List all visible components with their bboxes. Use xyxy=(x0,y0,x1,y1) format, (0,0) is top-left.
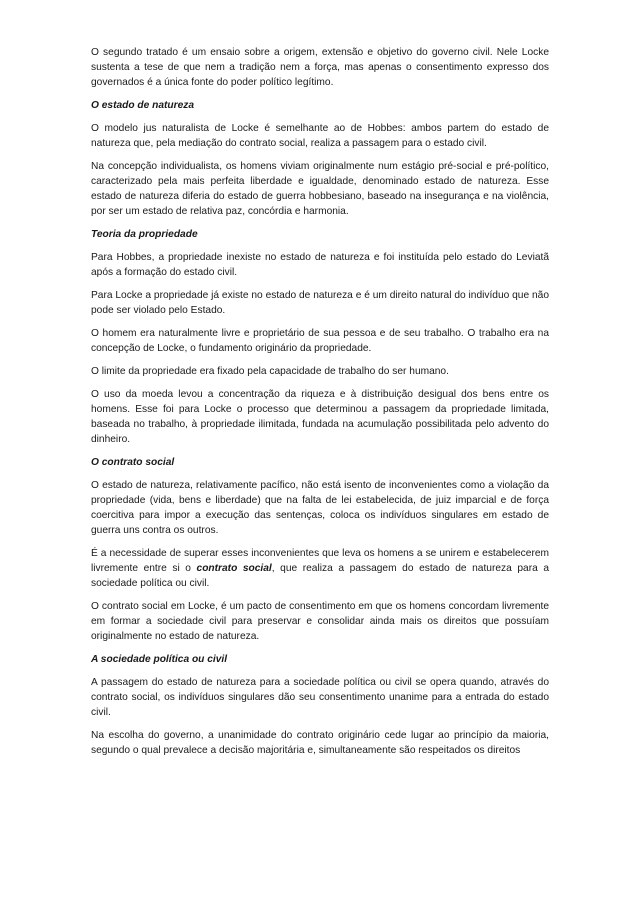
paragraph: O contrato social em Locke, é um pacto de consentimento em que os homens concordam livremente em formar a sociedade civil para preservar e consolidar ainda mais os direitos que possuíam originalmente no estado de natureza. xyxy=(91,601,549,642)
paragraph: O uso da moeda levou a concentração da riqueza e à distribuição desigual dos bens entre os homens. Esse foi para Locke o processo que determinou a passagem da propriedade limitada, baseada no trabalho, à propriedade ilimitada, fundada na acumulação possibilitada pelo advento do dinheiro. xyxy=(91,389,549,445)
paragraph: Na concepção individualista, os homens viviam originalmente num estágio pré-social e pré-político, caracterizado pela mais perfeita liberdade e igualdade, denominado estado de natureza. Esse estado de natureza diferia do estado de guerra hobbesiano, baseado na insegurança e na violência, por ser um estado de relativa paz, concórdia e harmonia. xyxy=(91,161,549,217)
section-heading-teoria-da-propriedade: Teoria da propriedade xyxy=(91,229,198,240)
paragraph: Para Locke a propriedade já existe no estado de natureza e é um direito natural do indivíduo que não pode ser violado pelo Estado. xyxy=(91,290,549,316)
paragraph: O limite da propriedade era fixado pela capacidade de trabalho do ser humano. xyxy=(91,366,449,377)
document-body xyxy=(91,45,549,766)
section-heading-sociedade-politica: A sociedade política ou civil xyxy=(91,654,228,665)
paragraph-text-before: É a necessidade de superar esses inconvenientes que leva os homens a se unirem e estabelecerem livremente entre si o xyxy=(91,548,549,574)
emphasized-term: contrato social xyxy=(196,563,272,574)
paragraph-with-emphasis xyxy=(91,546,549,591)
paragraph: Na escolha do governo, a unanimidade do contrato originário cede lugar ao princípio da maioria, segundo o qual prevalece a decisão majoritária e, simultaneamente são respeitados os direitos xyxy=(91,730,549,756)
paragraph: O estado de natureza, relativamente pacífico, não está isento de inconvenientes como a violação da propriedade (vida, bens e liberdade) que na falta de lei estabelecida, de juiz imparcial e de força coercitiva para impor a execução das sentenças, coloca os indivíduos singulares em estado de guerra uns contra os outros. xyxy=(91,480,549,536)
paragraph: Para Hobbes, a propriedade inexiste no estado de natureza e foi instituída pelo estado do Leviatã após a formação do estado civil. xyxy=(91,252,549,278)
paragraph: A passagem do estado de natureza para a sociedade política ou civil se opera quando, através do contrato social, os indivíduos singulares dão seu consentimento unanime para a entrada do estado civil. xyxy=(91,677,549,718)
paragraph: O modelo jus naturalista de Locke é semelhante ao de Hobbes: ambos partem do estado de natureza que, pela mediação do contrato social, realiza a passagem para o estado civil. xyxy=(91,123,549,149)
paragraph-intro: O segundo tratado é um ensaio sobre a origem, extensão e objetivo do governo civil. Nele Locke sustenta a tese de que nem a tradição nem a força, mas apenas o consentimento expresso dos governados é a única fonte do poder político legítimo. xyxy=(91,47,549,88)
paragraph-text-after: , que realiza a passagem do estado de natureza para a sociedade política ou civil. xyxy=(91,563,549,589)
section-heading-contrato-social: O contrato social xyxy=(91,457,175,468)
section-heading-estado-de-natureza: O estado de natureza xyxy=(91,100,195,111)
paragraph: O homem era naturalmente livre e proprietário de sua pessoa e de seu trabalho. O trabalho era na concepção de Locke, o fundamento originário da propriedade. xyxy=(91,328,549,354)
